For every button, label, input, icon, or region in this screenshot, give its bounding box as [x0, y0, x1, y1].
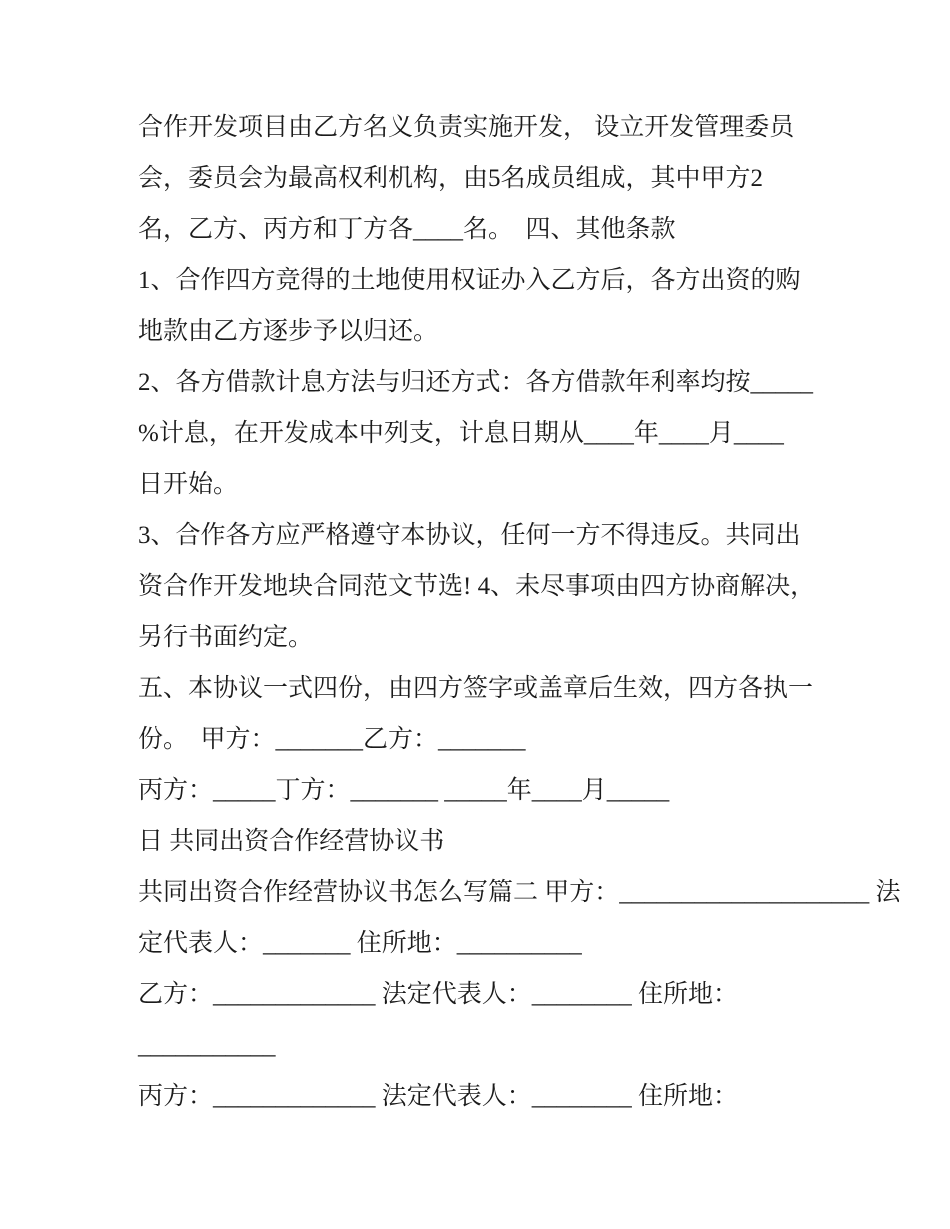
doc-line-06: 2、各方借款计息方法与归还方式：各方借款年利率均按_____ — [138, 369, 814, 396]
doc-line-05: 地款由乙方逐步予以归还。 — [138, 318, 439, 345]
doc-line-15: 日 共同出资合作经营协议书 — [138, 828, 445, 855]
document-body — [138, 102, 928, 1122]
doc-line-19: ___________ — [138, 1032, 276, 1059]
doc-line-03: 名，乙方、丙方和丁方各____名。 四、其他条款 — [138, 216, 676, 243]
doc-line-10: 资合作开发地块合同范文节选! 4、未尽事项由四方协商解决， — [138, 573, 816, 600]
doc-line-20: 丙方：_____________ 法定代表人：________ 住所地： — [138, 1083, 739, 1110]
doc-line-17: 定代表人：_______ 住所地：__________ — [138, 930, 582, 957]
doc-line-04: 1、合作四方竞得的土地使用权证办入乙方后，各方出资的购 — [138, 267, 801, 294]
doc-line-18: 乙方：_____________ 法定代表人：________ 住所地： — [138, 981, 739, 1008]
doc-line-16: 共同出资合作经营协议书怎么写篇二 甲方：____________________ 法 — [138, 879, 901, 906]
doc-line-07: %计息，在开发成本中列支，计息日期从____年____月____ — [138, 420, 784, 447]
doc-line-02: 会，委员会为最高权利机构，由5名成员组成，其中甲方2 — [138, 165, 764, 192]
doc-line-08: 日开始。 — [138, 471, 239, 498]
doc-line-12: 五、本协议一式四份，由四方签字或盖章后生效，四方各执一 — [138, 675, 814, 702]
doc-line-01: 合作开发项目由乙方名义负责实施开发， 设立开发管理委员 — [138, 114, 795, 141]
doc-line-11: 另行书面约定。 — [138, 624, 314, 651]
doc-line-13: 份。 甲方：_______乙方：_______ — [138, 726, 526, 753]
doc-line-14: 丙方：_____丁方：_______ _____年____月_____ — [138, 777, 670, 804]
doc-line-09: 3、合作各方应严格遵守本协议，任何一方不得违反。共同出 — [138, 522, 801, 549]
